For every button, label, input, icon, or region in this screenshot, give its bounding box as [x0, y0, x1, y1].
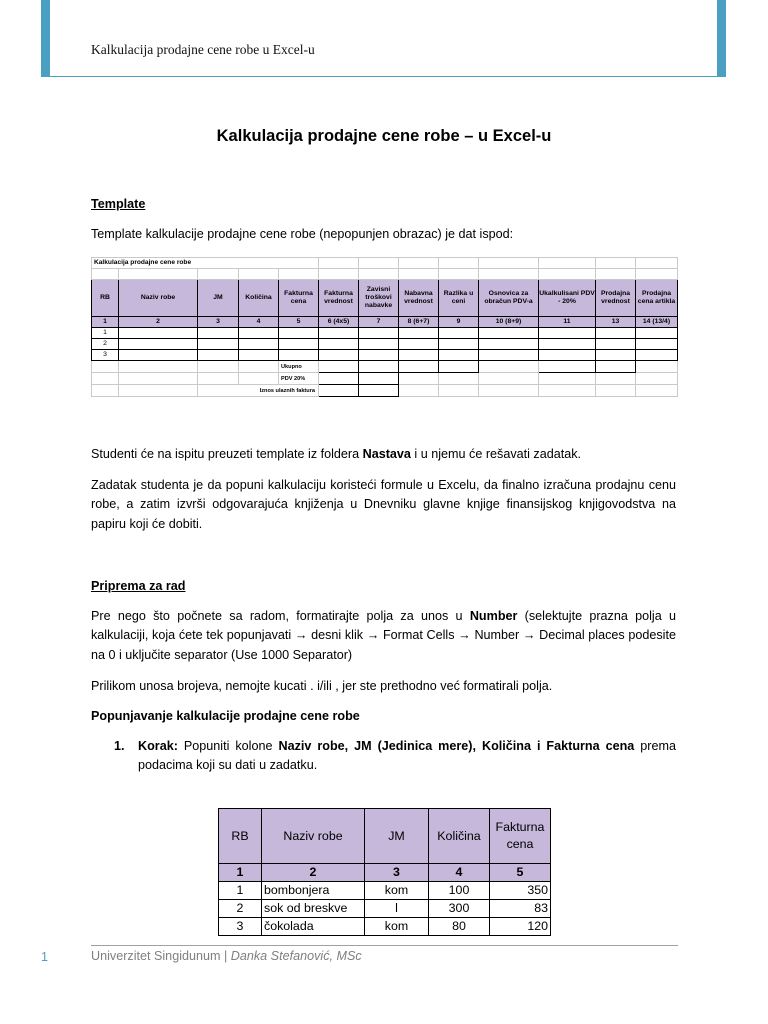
template-header-cell: Prodajna vrednost: [596, 280, 636, 317]
template-header-cell: RB: [92, 280, 119, 317]
template-header-cell: Količina: [239, 280, 279, 317]
paragraph-prep-1: Pre nego što počnete sa radom, formatirajte polja za unos u Number (selektujte prazna polja u kalkulaciji, koja ćete tek popunjavati → desni klik → Format Cells → Number → Decimal places podesite na 0 i uključite separator (Use 1000 Separator): [91, 609, 676, 662]
template-header-cell: Naziv robe: [119, 280, 198, 317]
paragraph-prep-2: Prilikom unosa brojeva, nemojte kucati . i/ili , jer ste prethodno već formatirali polja.: [91, 679, 553, 693]
template-summary-row: [92, 385, 678, 397]
cell-naziv: čokolada: [262, 918, 365, 936]
cell-kolicina: 300: [429, 900, 490, 918]
template-summary-row: [92, 373, 678, 385]
template-header-cell: Zavisni troškovi nabavke: [359, 280, 399, 317]
step-table-header: Naziv robe: [262, 809, 365, 864]
template-row: [92, 328, 678, 339]
step-1-item: 1. Korak: Popuniti kolone Naziv robe, JM (Jedinica mere), Količina i Fakturna cena prema podacima koji su dati u zadatku.: [114, 739, 676, 773]
cell-rb: 1: [219, 882, 262, 900]
template-col-number: 7: [359, 317, 399, 328]
footer-text: Univerzitet Singidunum | Danka Stefanović, MSc: [91, 949, 362, 963]
cell-rb: 2: [219, 900, 262, 918]
step-table-header-row: [219, 809, 551, 864]
template-header-cell: Razlika u ceni: [439, 280, 479, 317]
step-table-col-number: 4: [429, 864, 490, 882]
cell-jm: kom: [365, 882, 429, 900]
template-col-number: 8 (6+7): [399, 317, 439, 328]
template-col-number: 1: [92, 317, 119, 328]
document-title: Kalkulacija prodajne cene robe – u Excel-u: [216, 127, 552, 145]
template-row-number: 2: [92, 339, 119, 350]
section-heading-prep: Priprema za rad: [91, 579, 186, 593]
step-table-number-row: [219, 864, 551, 882]
template-col-number: 11: [539, 317, 596, 328]
cell-jm: kom: [365, 918, 429, 936]
template-header-cell: JM: [198, 280, 239, 317]
footer-author: Danka Stefanović, MSc: [230, 949, 362, 963]
template-header-cell: Fakturna cena: [279, 280, 319, 317]
template-number-row: [92, 317, 678, 328]
cell-fakturna-cena: 83: [490, 900, 551, 918]
template-sheet-title: Kalkulacija prodajne cene robe: [92, 258, 279, 269]
step-table-header: RB: [219, 809, 262, 864]
step-table-header: Količina: [429, 809, 490, 864]
cell-kolicina: 100: [429, 882, 490, 900]
template-col-number: 14 (13/4): [636, 317, 678, 328]
cell-kolicina: 80: [429, 918, 490, 936]
template-col-number: 3: [198, 317, 239, 328]
summary-label: PDV 20%: [279, 373, 319, 385]
cell-fakturna-cena: 350: [490, 882, 551, 900]
table-row: [219, 900, 551, 918]
cell-jm: l: [365, 900, 429, 918]
template-col-number: 5: [279, 317, 319, 328]
template-row: [92, 350, 678, 361]
paragraph-students: Studenti će na ispitu preuzeti template iz foldera Nastava i u njemu će rešavati zadatak.: [91, 447, 582, 461]
running-header-title: Kalkulacija prodajne cene robe u Excel-u: [91, 42, 315, 57]
header-divider: [41, 76, 726, 77]
template-row-number: 1: [92, 328, 119, 339]
template-col-number: 9: [439, 317, 479, 328]
template-col-number: 4: [239, 317, 279, 328]
template-header-row: [92, 280, 678, 317]
template-col-number: 10 (8+9): [479, 317, 539, 328]
header-bar-left: [41, 0, 50, 77]
template-sheet: [91, 257, 678, 397]
template-header-cell: Fakturna vrednost: [319, 280, 359, 317]
table-row: [219, 882, 551, 900]
template-col-number: 2: [119, 317, 198, 328]
table-row: [219, 918, 551, 936]
summary-label: Iznos ulaznih faktura: [198, 385, 319, 397]
template-header-cell: Ukalkulisani PDV - 20%: [539, 280, 596, 317]
template-header-cell: Osnovica za obračun PDV-a: [479, 280, 539, 317]
step-table-col-number: 2: [262, 864, 365, 882]
template-row-number: 3: [92, 350, 119, 361]
template-col-number: 13: [596, 317, 636, 328]
footer-divider: [91, 945, 678, 946]
step-table-header: JM: [365, 809, 429, 864]
step-1-table: [218, 808, 551, 936]
cell-rb: 3: [219, 918, 262, 936]
step-table-col-number: 5: [490, 864, 551, 882]
template-intro: Template kalkulacije prodajne cene robe (nepopunjen obrazac) je dat ispod:: [91, 227, 514, 241]
template-summary-row: [92, 361, 678, 373]
section-heading-template: Template: [91, 197, 146, 211]
cell-naziv: sok od breskve: [262, 900, 365, 918]
step-number: 1.: [114, 739, 125, 753]
template-row: [92, 339, 678, 350]
header-bar-right: [717, 0, 726, 77]
section-heading-fill: Popunjavanje kalkulacije prodajne cene robe: [91, 709, 360, 723]
step-table-header: Fakturna cena: [490, 809, 551, 864]
template-header-cell: Nabavna vrednost: [399, 280, 439, 317]
paragraph-task: Zadatak studenta je da popuni kalkulaciju koristeći formule u Excelu, da finalno izračuna prodajnu cenu robe, a zatim izvrši odgovarajuća knjiženja u Dnevniku glavne knjige finansijskog knjigovodstva na papiru koji će dobiti.: [91, 478, 676, 531]
summary-label: Ukupno: [279, 361, 319, 373]
step-table-col-number: 3: [365, 864, 429, 882]
cell-naziv: bombonjera: [262, 882, 365, 900]
cell-fakturna-cena: 120: [490, 918, 551, 936]
page-number: 1: [41, 950, 49, 964]
template-header-cell: Prodajna cena artikla: [636, 280, 678, 317]
template-col-number: 6 (4x5): [319, 317, 359, 328]
step-table-col-number: 1: [219, 864, 262, 882]
